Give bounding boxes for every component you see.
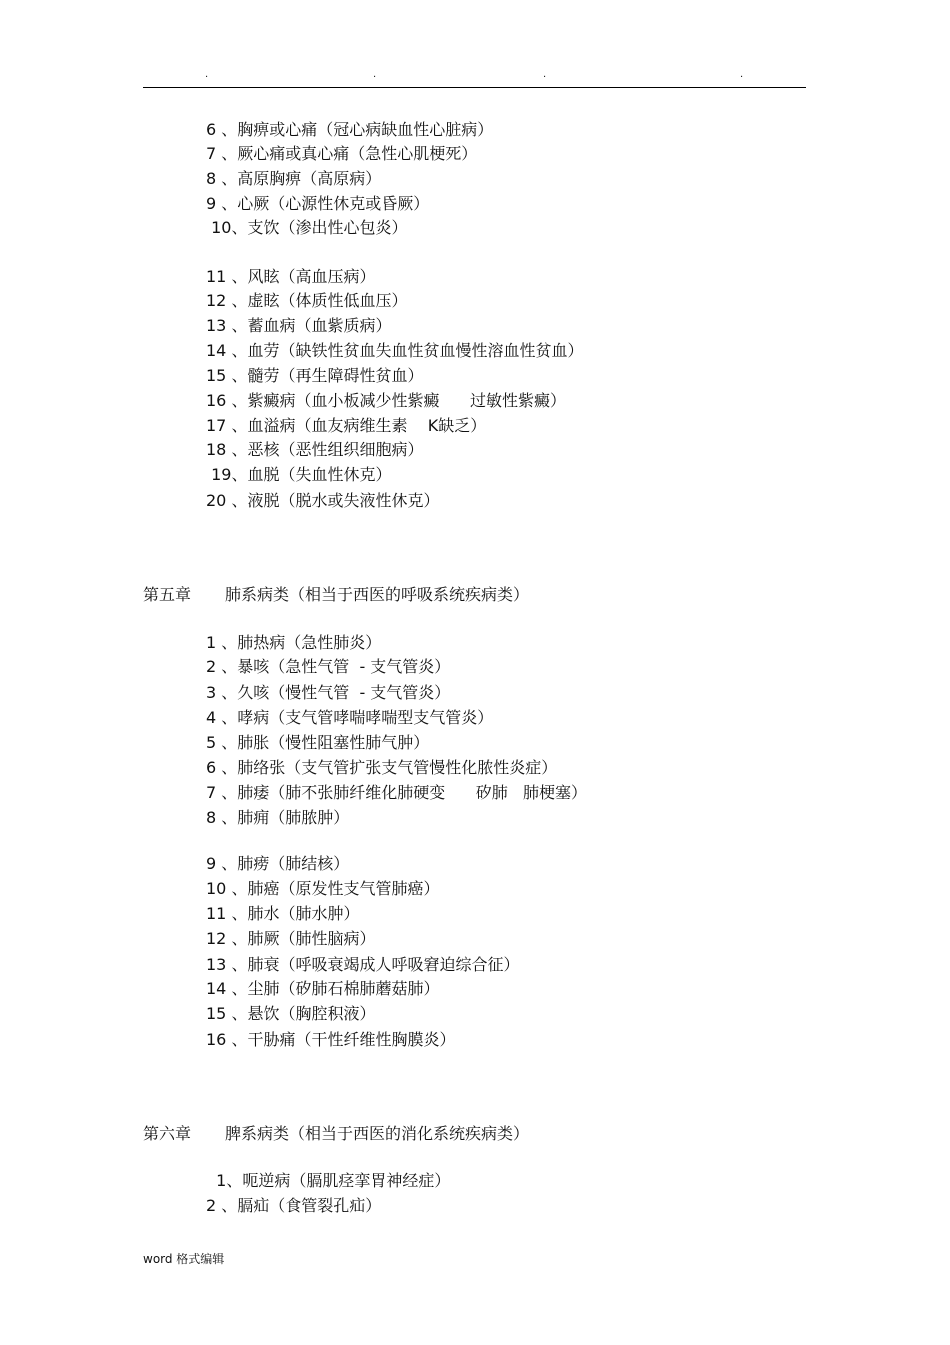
chapter-label: 第五章 [143, 585, 192, 604]
list-item: 4 、哮病（支气管哮喘哮喘型支气管炎） [206, 708, 494, 727]
list-item: 13 、肺衰（呼吸衰竭成人呼吸窘迫综合征） [206, 955, 520, 974]
list-item: 14 、血劳（缺铁性贫血失血性贫血慢性溶血性贫血） [206, 341, 584, 360]
chapter-heading [143, 585, 529, 605]
list-item: 7 、肺痿（肺不张肺纤维化肺硬变 矽肺 肺梗塞） [206, 783, 588, 802]
list-item: 11 、肺水（肺水肿） [206, 904, 360, 923]
list-item: 3 、久咳（慢性气管 - 支气管炎） [206, 683, 451, 702]
list-item: 7 、厥心痛或真心痛（急性心肌梗死） [206, 144, 478, 163]
header-dot: . [543, 69, 547, 80]
chapter-label: 第六章 [143, 1124, 192, 1143]
header-dots [143, 70, 806, 82]
list-item: 6 、胸痹或心痛（冠心病缺血性心脏病） [206, 120, 494, 139]
list-item: 16 、紫癜病（血小板减少性紫癜 过敏性紫癜） [206, 391, 566, 410]
list-item: 1 、肺热病（急性肺炎） [206, 633, 382, 652]
list-item: 11 、风眩（高血压病） [206, 267, 376, 286]
list-item: 12 、肺厥（肺性脑病） [206, 929, 376, 948]
list-item: 2 、暴咳（急性气管 - 支气管炎） [206, 657, 451, 676]
list-item: 9 、心厥（心源性休克或昏厥） [206, 194, 430, 213]
list-item: 15 、悬饮（胸腔积液） [206, 1004, 376, 1023]
header-dot: . [205, 69, 209, 80]
list-item: 12 、虚眩（体质性低血压） [206, 291, 408, 310]
list-item: 5 、肺胀（慢性阻塞性肺气肿） [206, 733, 430, 752]
list-item: 18 、恶核（恶性组织细胞病） [206, 440, 424, 459]
header-dot: . [740, 69, 744, 80]
list-item: 1、呃逆病（膈肌痉挛胃神经症） [206, 1171, 451, 1190]
list-item: 9 、肺痨（肺结核） [206, 854, 350, 873]
list-item: 15 、髓劳（再生障碍性贫血） [206, 366, 424, 385]
list-item: 16 、干胁痛（干性纤维性胸膜炎） [206, 1030, 456, 1049]
header-dot: . [373, 69, 377, 80]
list-item: 8 、肺痈（肺脓肿） [206, 808, 350, 827]
chapter-title: 脾系病类（相当于西医的消化系统疾病类） [225, 1124, 530, 1143]
list-item: 19、血脱（失血性休克） [206, 465, 392, 484]
list-item: 8 、高原胸痹（高原病） [206, 169, 382, 188]
list-item: 10 、肺癌（原发性支气管肺癌） [206, 879, 440, 898]
chapter-title: 肺系病类（相当于西医的呼吸系统疾病类） [225, 585, 530, 604]
footer-text: word 格式编辑 [143, 1252, 225, 1266]
list-item: 13 、蓄血病（血紫质病） [206, 316, 392, 335]
chapter-heading [143, 1124, 529, 1144]
list-item: 10、支饮（渗出性心包炎） [206, 218, 408, 237]
list-item: 2 、膈疝（食管裂孔疝） [206, 1196, 382, 1215]
list-item: 6 、肺络张（支气管扩张支气管慢性化脓性炎症） [206, 758, 558, 777]
list-item: 20 、液脱（脱水或失液性休克） [206, 491, 440, 510]
list-item: 17 、血溢病（血友病维生素 K缺乏） [206, 416, 487, 435]
list-item: 14 、尘肺（矽肺石棉肺蘑菇肺） [206, 979, 440, 998]
header-rule [143, 87, 806, 88]
